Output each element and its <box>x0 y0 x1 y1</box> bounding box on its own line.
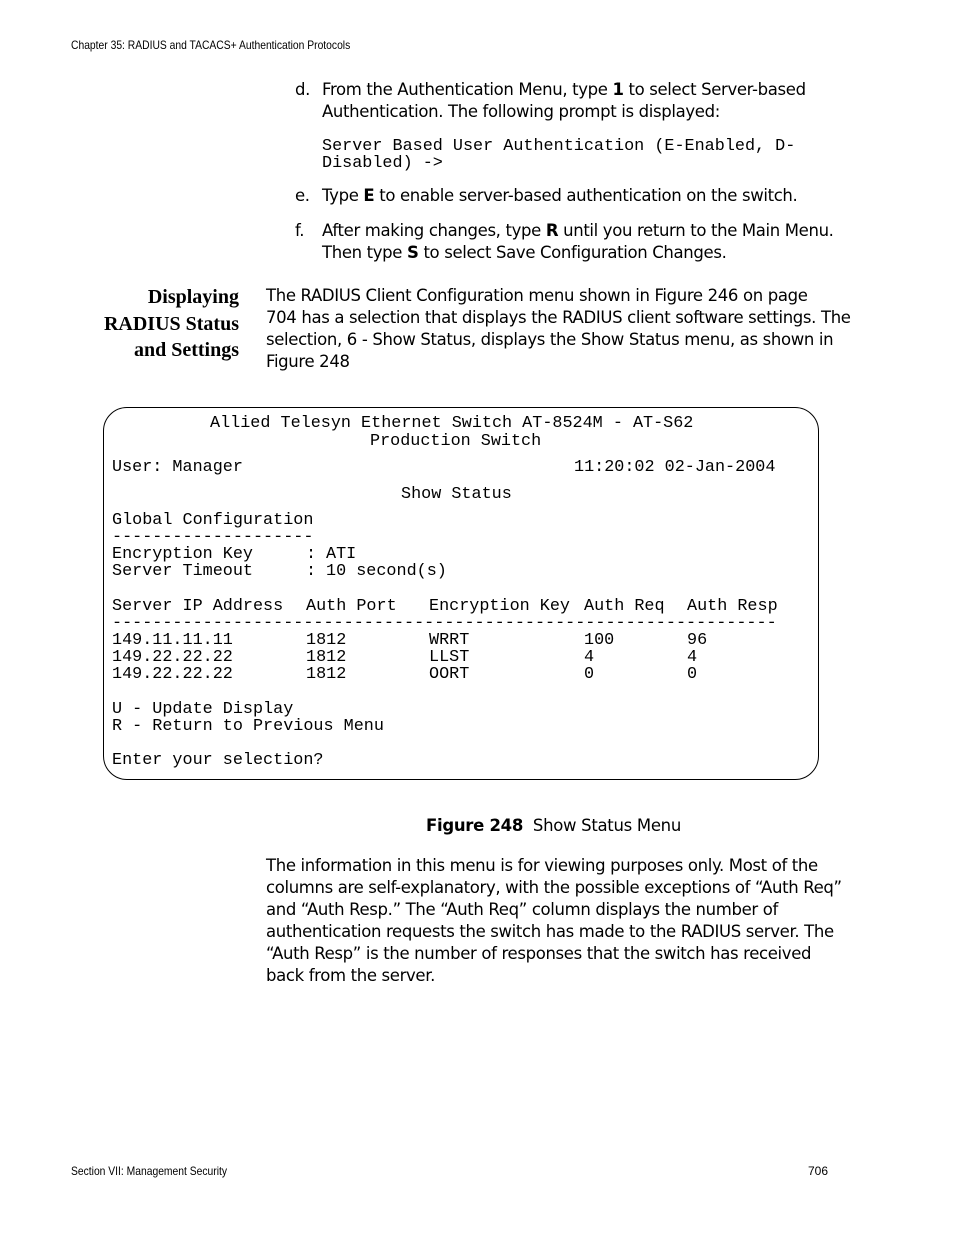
terminal-subtitle: Production Switch <box>370 432 542 451</box>
global-config-heading: Global Configuration <box>112 511 314 530</box>
table-cell: 0 <box>687 665 698 684</box>
step-e <box>295 185 835 207</box>
table-header: Auth Resp <box>687 597 778 616</box>
table-cell: 149.11.11.11 <box>112 631 233 650</box>
setting-value: 10 second(s) <box>326 562 447 581</box>
table-cell: 1812 <box>306 631 347 650</box>
table-cell: WRRT <box>429 631 470 650</box>
setting-separator: : <box>306 545 317 564</box>
step-line: From the Authentication Menu, type 1 to select Server-based <box>322 80 806 99</box>
section-heading: Displaying RADIUS Status and Settings <box>103 286 239 361</box>
step-letter: d. <box>295 80 311 99</box>
step-line: After making changes, type R until you return to the Main Menu. <box>322 221 834 240</box>
menu-option-return: R - Return to Previous Menu <box>112 717 384 736</box>
table-header: Auth Req <box>584 597 665 616</box>
prompt-code: Server Based User Authentication (E-Enabled, D- Disabled) -> <box>322 137 796 173</box>
table-cell: 0 <box>584 665 595 684</box>
step-d <box>295 79 835 123</box>
menu-option-update: U - Update Display <box>112 700 294 719</box>
setting-label: Encryption Key <box>112 545 253 564</box>
table-cell: 4 <box>584 648 595 667</box>
step-line: Type E to enable server-based authentication on the switch. <box>322 186 798 205</box>
setting-label: Server Timeout <box>112 562 253 581</box>
table-cell: 149.22.22.22 <box>112 665 233 684</box>
terminal-user: User: Manager <box>112 458 243 477</box>
intro-paragraph: The RADIUS Client Configuration menu shown in Figure 246 on page 704 has a selection that displays the RADIUS client software settings. The selection, 6 - Show Status, displays the Show Status menu, as shown in Figure 248 <box>266 286 851 371</box>
table-header: Auth Port <box>306 597 397 616</box>
figure-caption: Figure 248 Show Status Menu <box>426 816 681 835</box>
step-f <box>295 220 835 264</box>
table-cell: 100 <box>584 631 615 650</box>
setting-value: ATI <box>326 545 357 564</box>
selection-prompt: Enter your selection? <box>112 751 324 770</box>
table-cell: 1812 <box>306 648 347 667</box>
step-letter: f. <box>295 221 305 240</box>
setting-separator: : <box>306 562 317 581</box>
footer-section: Section VII: Management Security <box>71 1164 228 1178</box>
explanation-paragraph: The information in this menu is for viewing purposes only. Most of the columns are self-explanatory, with the possible exceptions of “Auth Req” and “Auth Resp.” The “Auth Req” column displays the number of authentication requests the switch has made to the RADIUS server. The “Auth Resp” is the number of responses that the switch has received back from the server. <box>266 856 842 985</box>
table-cell: 149.22.22.22 <box>112 648 233 667</box>
step-letter: e. <box>295 186 310 205</box>
global-config-rule: -------------------- <box>112 528 314 547</box>
running-header: Chapter 35: RADIUS and TACACS+ Authentication Protocols <box>71 38 351 52</box>
table-cell: 96 <box>687 631 708 650</box>
terminal-title: Allied Telesyn Ethernet Switch AT-8524M - AT-S62 <box>210 414 694 433</box>
table-header: Server IP Address <box>112 597 284 616</box>
terminal-menu-title: Show Status <box>401 485 512 504</box>
table-header: Encryption Key <box>429 597 570 616</box>
table-cell: 4 <box>687 648 698 667</box>
step-line: Then type S to select Save Configuration Changes. <box>322 243 727 262</box>
step-line: Authentication. The following prompt is displayed: <box>322 102 720 121</box>
terminal-datetime: 11:20:02 02-Jan-2004 <box>574 458 776 477</box>
table-rule: ------------------------------------------------------------------ <box>112 614 777 633</box>
table-cell: 1812 <box>306 665 347 684</box>
page-number: 706 <box>808 1164 829 1178</box>
table-cell: OORT <box>429 665 470 684</box>
table-cell: LLST <box>429 648 470 667</box>
